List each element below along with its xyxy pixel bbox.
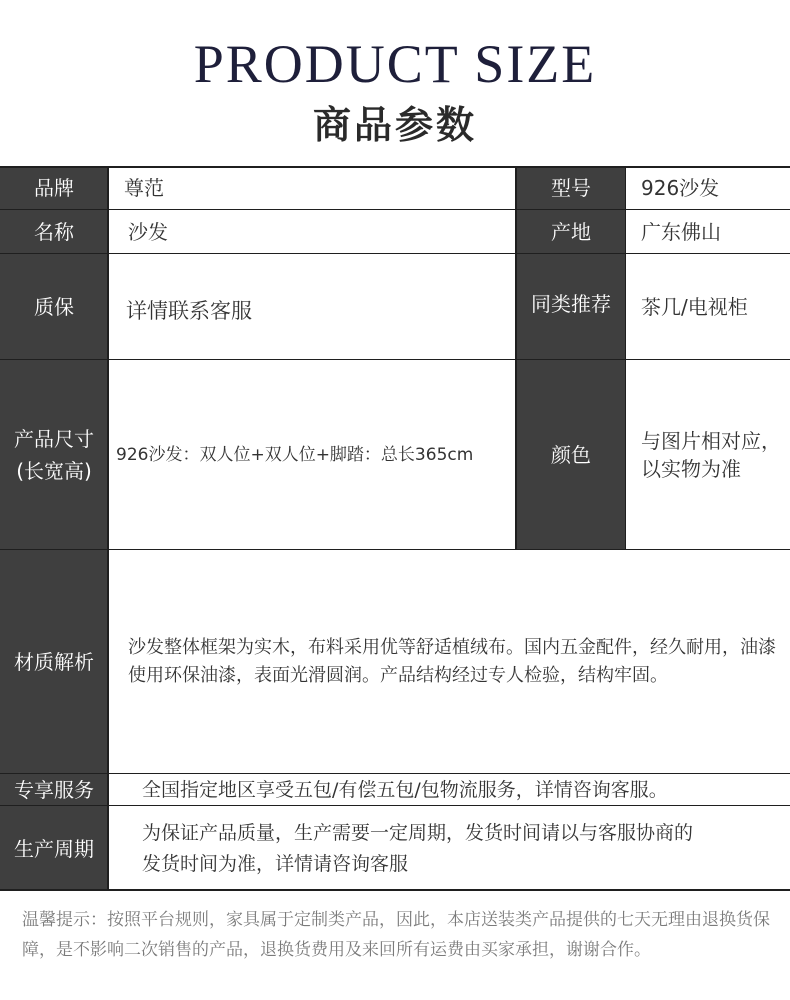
color-value-line2: 以实物为准	[641, 457, 741, 481]
table-border-top	[0, 166, 790, 168]
notice-text: 温馨提示：按照平台规则，家具属于定制类产品，因此，本店送装类产品提供的七天无理由退换货保障，是不影响二次销售的产品，退换货费用及来回所有运费由买家承担，谢谢合作。	[22, 910, 770, 960]
cycle-label: 生产周期	[0, 806, 108, 891]
color-value-line1: 与图片相对应，	[641, 429, 781, 453]
brand-label: 品牌	[0, 166, 108, 210]
brand-value: 尊范	[108, 166, 516, 210]
row-divider	[0, 805, 790, 806]
warranty-value: 详情联系客服	[108, 254, 516, 360]
row-divider	[0, 253, 790, 254]
size-label-line1: 产品尺寸	[14, 427, 94, 451]
model-label: 型号	[516, 166, 626, 210]
size-label-line2: (长宽高)	[16, 459, 92, 483]
similar-label: 同类推荐	[516, 254, 626, 360]
column-divider	[107, 166, 109, 891]
service-label: 专享服务	[0, 774, 108, 806]
cycle-value: 为保证产品质量，生产需要一定周期，发货时间请以与客服协商的发货时间为准，详情请咨询客服	[108, 806, 790, 891]
origin-label: 产地	[516, 210, 626, 254]
row-divider	[0, 549, 790, 550]
name-label: 名称	[0, 210, 108, 254]
color-label: 颜色	[516, 360, 626, 550]
service-value: 全国指定地区享受五包/有偿五包/包物流服务，详情咨询客服。	[108, 774, 790, 806]
similar-value: 茶几/电视柜	[626, 254, 790, 360]
column-divider	[625, 166, 626, 550]
origin-value: 广东佛山	[626, 210, 790, 254]
column-divider	[515, 166, 517, 550]
page-title-en: PRODUCT SIZE	[193, 34, 597, 94]
material-value: 沙发整体框架为实木，布料采用优等舒适植绒布。国内五金配件，经久耐用，油漆使用环保油漆，表面光滑圆润。产品结构经过专人检验，结构牢固。	[108, 550, 790, 774]
color-value	[626, 360, 790, 550]
table-border-bottom	[0, 889, 790, 891]
size-value: 926沙发：双人位+双人位+脚踏：总长365cm	[108, 360, 516, 550]
row-divider	[0, 773, 790, 774]
page-title-cn: 商品参数	[312, 102, 477, 147]
name-value: 沙发	[108, 210, 516, 254]
model-value: 926沙发	[626, 166, 790, 210]
row-divider	[0, 359, 790, 360]
size-label	[0, 360, 108, 550]
material-label: 材质解析	[0, 550, 108, 774]
row-divider	[0, 209, 790, 210]
warranty-label: 质保	[0, 254, 108, 360]
spec-table	[0, 166, 790, 891]
